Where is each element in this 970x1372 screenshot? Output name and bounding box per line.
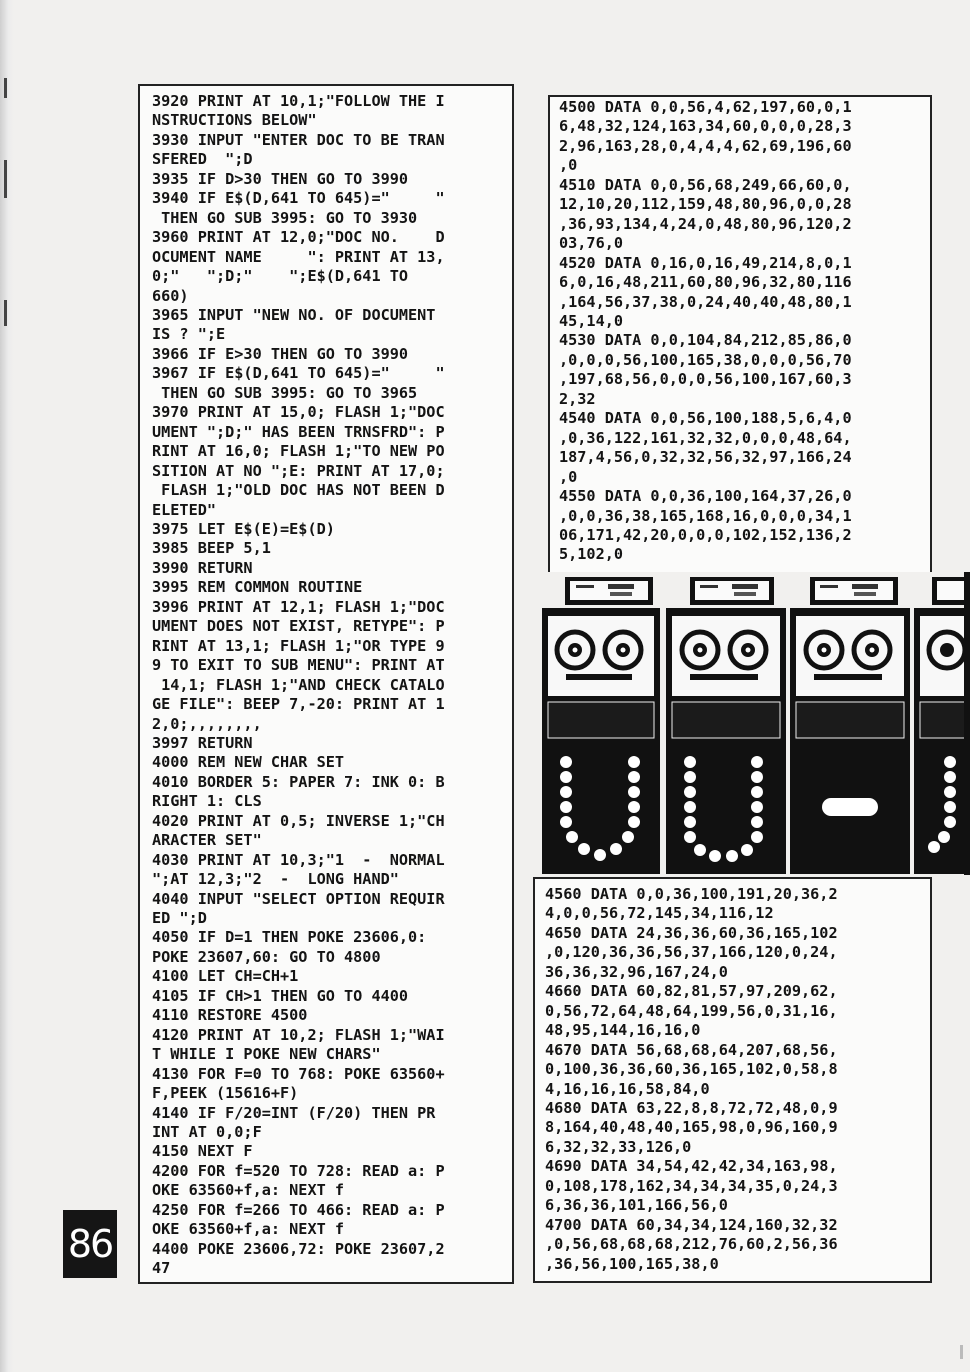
code-line: 45,14,0	[559, 311, 624, 330]
code-line: ,0	[559, 156, 578, 175]
code-line: 4000 REM NEW CHAR SET	[152, 753, 345, 772]
code-line: 4250 FOR f=266 TO 466: READ a: P	[152, 1200, 445, 1219]
code-line: 4400 POKE 23606,72: POKE 23607,2	[152, 1239, 445, 1258]
code-line: 06,171,42,20,0,0,0,102,152,136,2	[559, 525, 852, 544]
code-line: ED ";D	[152, 909, 207, 928]
code-line: 14,1; FLASH 1;"AND CHECK CATALO	[152, 675, 445, 694]
code-line: ,0	[559, 467, 578, 486]
code-line: 4690 DATA 34,54,42,42,34,163,98,	[545, 1157, 838, 1176]
code-line: ,197,68,56,0,0,0,56,100,167,60,3	[559, 370, 852, 389]
code-line: OKE 63560+f,a: NEXT f	[152, 1181, 345, 1200]
basic-listing-left	[138, 84, 514, 1284]
code-line: 4700 DATA 60,34,34,124,160,32,32	[545, 1215, 838, 1234]
code-line: 3967 IF E$(D,641 TO 645)=" "	[152, 364, 445, 383]
code-line: 4650 DATA 24,36,36,60,36,165,102	[545, 923, 838, 942]
code-line: 4130 FOR F=0 TO 768: POKE 63560+	[152, 1064, 445, 1083]
tape-recorder-unit-3	[790, 577, 910, 874]
code-line: 4040 INPUT "SELECT OPTION REQUIR	[152, 889, 445, 908]
code-line: 4670 DATA 56,68,68,64,207,68,56,	[545, 1040, 838, 1059]
code-line: 4120 PRINT AT 10,2; FLASH 1;"WAI	[152, 1025, 445, 1044]
code-line: ";AT 12,3;"2 - LONG HAND"	[152, 870, 399, 889]
code-line: ,36,56,100,165,38,0	[545, 1254, 719, 1273]
code-line: 2,96,163,28,0,4,4,4,62,69,196,60	[559, 136, 852, 155]
tape-recorder-unit-1	[542, 577, 660, 874]
code-line: 2,32	[559, 389, 596, 408]
code-line: 3960 PRINT AT 12,0;"DOC NO. D	[152, 228, 445, 247]
code-line: 4540 DATA 0,0,56,100,188,5,6,4,0	[559, 409, 852, 428]
code-line: 47	[152, 1259, 171, 1278]
code-line: ,0,36,122,161,32,32,0,0,0,48,64,	[559, 428, 852, 447]
code-line: 4030 PRINT AT 10,3;"1 - NORMAL	[152, 850, 445, 869]
code-line: ,0,56,68,68,68,212,76,60,2,56,36	[545, 1235, 838, 1254]
tape-recorder-unit-2	[666, 577, 786, 874]
data-listing-right-bottom	[533, 877, 932, 1283]
code-line: 0,100,36,36,60,36,165,102,0,58,8	[545, 1060, 838, 1079]
code-lines	[152, 92, 512, 1279]
code-line: 4560 DATA 0,0,36,100,191,20,36,2	[545, 885, 838, 903]
code-line: 2,0;,,,,,,,,	[152, 714, 262, 733]
page-number: 86	[63, 1210, 117, 1278]
code-line: T WHILE I POKE NEW CHARS"	[152, 1045, 381, 1064]
code-line: 4510 DATA 0,0,56,68,249,66,60,0,	[559, 175, 852, 194]
code-line: 0;" ";D;" ";E$(D,641 TO	[152, 267, 409, 286]
code-line: 3990 RETURN	[152, 558, 253, 577]
tape-recorder-unit-4	[914, 572, 970, 875]
code-line: THEN GO SUB 3995: GO TO 3965	[152, 383, 418, 402]
code-line: GE FILE": BEEP 7,-20: PRINT AT 1	[152, 695, 445, 714]
code-line: 4140 IF F/20=INT (F/20) THEN PR	[152, 1103, 436, 1122]
code-line: 187,4,56,0,32,32,56,32,97,166,24	[559, 448, 852, 467]
code-line: 0,56,72,64,48,64,199,56,0,31,16,	[545, 1001, 838, 1020]
code-line: SITION AT NO ";E: PRINT AT 17,0;	[152, 461, 445, 480]
code-line: NSTRUCTIONS BELOW"	[152, 111, 317, 130]
tape-recorders-illustration	[540, 572, 970, 875]
code-line: ELETED"	[152, 500, 217, 519]
code-line: 3930 INPUT "ENTER DOC TO BE TRAN	[152, 130, 445, 149]
code-line: 3995 REM COMMON ROUTINE	[152, 578, 363, 597]
code-line: OCUMENT NAME ": PRINT AT 13,	[152, 247, 445, 266]
code-line: 3985 BEEP 5,1	[152, 539, 271, 558]
code-line: 4680 DATA 63,22,8,8,72,72,48,0,9	[545, 1098, 838, 1117]
code-line: 4660 DATA 60,82,81,57,97,209,62,	[545, 982, 838, 1001]
code-line: INT AT 0,0;F	[152, 1123, 262, 1142]
code-line: ARACTER SET"	[152, 831, 262, 850]
code-line: OKE 63560+f,a: NEXT f	[152, 1220, 345, 1239]
code-lines	[545, 885, 930, 1274]
page-scuff-mark	[960, 1345, 963, 1359]
data-listing-right-top	[548, 95, 932, 575]
binding-mark	[4, 300, 7, 326]
code-line: 03,76,0	[559, 234, 624, 253]
binding-mark	[4, 160, 7, 198]
code-line: 4150 NEXT F	[152, 1142, 253, 1161]
code-line: IS ? ";E	[152, 325, 226, 344]
code-line: 4110 RESTORE 4500	[152, 1006, 308, 1025]
code-line: 4,16,16,16,58,84,0	[545, 1079, 710, 1098]
code-line: 6,32,32,33,126,0	[545, 1137, 692, 1156]
code-line: ,0,120,36,36,56,37,166,120,0,24,	[545, 943, 838, 962]
code-line: ,0,0,36,38,165,168,16,0,0,0,34,1	[559, 506, 852, 525]
code-line: 6,48,32,124,163,34,60,0,0,0,28,3	[559, 117, 852, 136]
code-line: 3935 IF D>30 THEN GO TO 3990	[152, 169, 409, 188]
code-line: 3975 LET E$(E)=E$(D)	[152, 519, 335, 538]
code-line: 660)	[152, 286, 189, 305]
code-line: ,164,56,37,38,0,24,40,40,48,80,1	[559, 292, 852, 311]
code-line: 4050 IF D=1 THEN POKE 23606,0:	[152, 928, 427, 947]
code-line: ,0,0,0,56,100,165,38,0,0,0,56,70	[559, 350, 852, 369]
code-line: UMENT ";D;" HAS BEEN TRNSFRD": P	[152, 422, 445, 441]
code-line: 3965 INPUT "NEW NO. OF DOCUMENT	[152, 305, 436, 324]
code-lines	[559, 98, 930, 565]
code-line: 4020 PRINT AT 0,5; INVERSE 1;"CH	[152, 811, 445, 830]
code-line: 4500 DATA 0,0,56,4,62,197,60,0,1	[559, 98, 852, 116]
code-line: 4530 DATA 0,0,104,84,212,85,86,0	[559, 331, 852, 350]
code-line: 0,108,178,162,34,34,34,35,0,24,3	[545, 1176, 838, 1195]
code-line: 4520 DATA 0,16,0,16,49,214,8,0,1	[559, 253, 852, 272]
code-line: 4550 DATA 0,0,36,100,164,37,26,0	[559, 487, 852, 506]
code-line: UMENT DOES NOT EXIST, RETYPE": P	[152, 617, 445, 636]
code-line: 12,10,20,112,159,48,80,96,0,0,28	[559, 195, 852, 214]
code-line: 36,36,32,96,167,24,0	[545, 962, 728, 981]
code-line: POKE 23607,60: GO TO 4800	[152, 947, 381, 966]
code-line: ,36,93,134,4,24,0,48,80,96,120,2	[559, 214, 852, 233]
code-line: 3920 PRINT AT 10,1;"FOLLOW THE I	[152, 92, 445, 110]
code-line: 3940 IF E$(D,641 TO 645)=" "	[152, 189, 445, 208]
code-line: 6,0,16,48,211,60,80,96,32,80,116	[559, 273, 852, 292]
code-line: 48,95,144,16,16,0	[545, 1021, 701, 1040]
code-line: 5,102,0	[559, 545, 624, 564]
code-line: 4,0,0,56,72,145,34,116,12	[545, 904, 774, 923]
code-line: THEN GO SUB 3995: GO TO 3930	[152, 208, 418, 227]
code-line: 9 TO EXIT TO SUB MENU": PRINT AT	[152, 656, 445, 675]
code-line: SFERED ";D	[152, 150, 253, 169]
code-line: 4105 IF CH>1 THEN GO TO 4400	[152, 986, 409, 1005]
code-line: RIGHT 1: CLS	[152, 792, 262, 811]
code-line: 8,164,40,48,40,165,98,0,96,160,9	[545, 1118, 838, 1137]
code-line: 4100 LET CH=CH+1	[152, 967, 299, 986]
binding-mark	[4, 78, 7, 98]
code-line: FLASH 1;"OLD DOC HAS NOT BEEN D	[152, 481, 445, 500]
code-line: 3970 PRINT AT 15,0; FLASH 1;"DOC	[152, 403, 445, 422]
code-line: 6,36,36,101,166,56,0	[545, 1196, 728, 1215]
code-line: F,PEEK (15616+F)	[152, 1084, 299, 1103]
code-line: 3997 RETURN	[152, 733, 253, 752]
code-line: 3996 PRINT AT 12,1; FLASH 1;"DOC	[152, 597, 445, 616]
code-line: RINT AT 13,1; FLASH 1;"OR TYPE 9	[152, 636, 445, 655]
page-binding-edge	[0, 0, 14, 1372]
code-line: RINT AT 16,0; FLASH 1;"TO NEW PO	[152, 442, 445, 461]
code-line: 4200 FOR f=520 TO 728: READ a: P	[152, 1161, 445, 1180]
code-line: 3966 IF E>30 THEN GO TO 3990	[152, 344, 409, 363]
code-line: 4010 BORDER 5: PAPER 7: INK 0: B	[152, 772, 445, 791]
